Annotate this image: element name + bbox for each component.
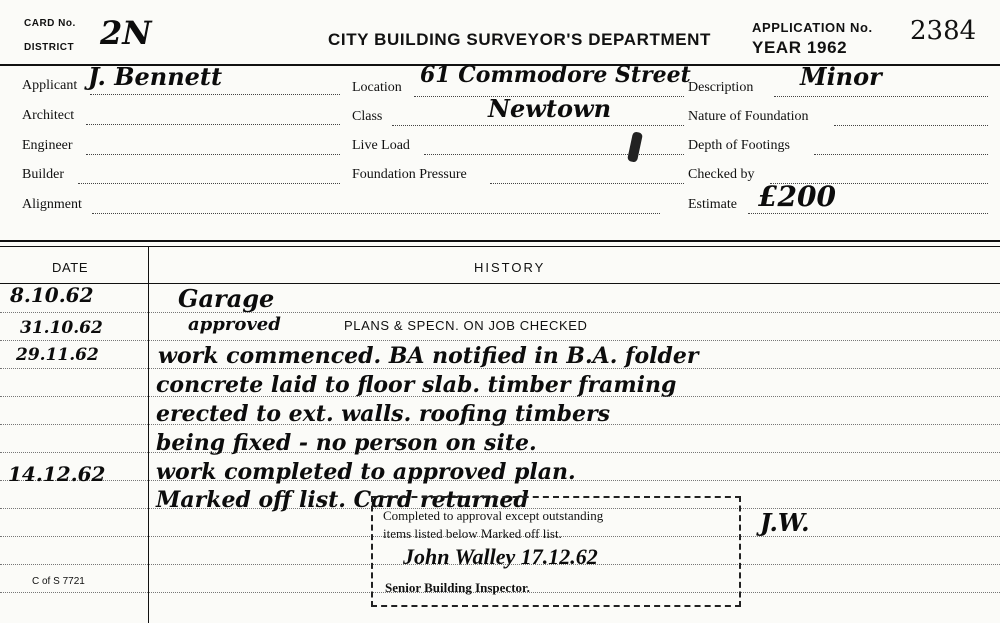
history-rule	[0, 340, 1000, 341]
live-load-label: Live Load	[352, 138, 410, 153]
architect-label: Architect	[22, 108, 75, 123]
history-entry: approved	[188, 314, 281, 335]
foundation-pressure-label: Foundation Pressure	[352, 167, 467, 182]
architect-line	[86, 124, 340, 125]
engineer-line	[86, 154, 340, 155]
card-no-value: 2N	[100, 14, 152, 52]
estimate-line	[748, 213, 988, 214]
description-line	[774, 96, 988, 97]
builder-label: Builder	[22, 167, 64, 182]
table-top-rule-1	[0, 240, 1000, 242]
foundation-pressure-line	[490, 183, 684, 184]
class-label: Class	[352, 109, 383, 124]
nature-of-foundation-label: Nature of Foundation	[688, 109, 809, 124]
history-entry: Garage	[178, 284, 275, 313]
history-entry: work commenced. BA notified in B.A. folder	[158, 343, 699, 369]
depth-line	[814, 154, 988, 155]
inspector-initials: J.W.	[760, 508, 810, 537]
estimate-label: Estimate	[688, 197, 737, 212]
history-date: 8.10.62	[10, 283, 94, 307]
history-date: 14.12.62	[8, 462, 106, 486]
class-line	[392, 125, 684, 126]
location-label: Location	[352, 80, 402, 95]
ink-blot	[627, 131, 643, 162]
history-entry: Marked off list. Card returned	[156, 487, 529, 513]
table-header-rule	[0, 283, 1000, 284]
application-no-value: 2384	[910, 16, 977, 46]
date-column-header: DATE	[52, 260, 89, 275]
stamp-signature: John Walley 17.12.62	[403, 544, 598, 569]
estimate-value: £200	[758, 180, 836, 213]
live-load-line	[424, 154, 684, 155]
table-top-rule-2	[0, 246, 1000, 247]
applicant-label: Applicant	[22, 78, 78, 93]
depth-of-footings-label: Depth of Footings	[688, 138, 790, 153]
history-stamp-text: PLANS & SPECN. ON JOB CHECKED	[344, 318, 588, 333]
checked-by-label: Checked by	[688, 167, 755, 182]
applicant-value: J. Bennett	[88, 62, 223, 91]
nature-line	[834, 125, 988, 126]
alignment-line	[92, 213, 660, 214]
history-entry: being fixed - no person on site.	[156, 430, 537, 456]
card-no-label: CARD No.	[24, 18, 76, 29]
form-code: C of S 7721	[32, 576, 85, 587]
department-title: CITY BUILDING SURVEYOR'S DEPARTMENT	[328, 30, 712, 49]
inspection-stamp	[371, 496, 741, 607]
stamp-line-2: items listed below Marked off list.	[383, 526, 562, 541]
history-entry: work completed to approved plan.	[156, 459, 576, 485]
description-value: Minor	[800, 62, 882, 91]
application-no-label: APPLICATION No.	[752, 20, 873, 35]
history-entry: erected to ext. walls. roofing timbers	[156, 401, 611, 427]
history-date: 31.10.62	[20, 318, 103, 338]
stamp-line-3: Senior Building Inspector.	[385, 580, 530, 595]
history-entry: concrete laid to floor slab. timber framing	[156, 372, 677, 398]
alignment-label: Alignment	[22, 197, 82, 212]
class-value: Newtown	[488, 94, 612, 123]
history-rule	[0, 312, 1000, 313]
location-value: 61 Commodore Street	[420, 62, 691, 88]
description-label: Description	[688, 80, 754, 95]
history-column-header: HISTORY	[474, 260, 546, 275]
builder-line	[78, 183, 340, 184]
applicant-line	[90, 94, 340, 95]
stamp-line-1: Completed to approval except outstanding	[383, 508, 604, 523]
engineer-label: Engineer	[22, 138, 73, 153]
history-date: 29.11.62	[16, 345, 99, 365]
date-column-divider	[148, 246, 149, 623]
year-label: YEAR 1962	[752, 38, 848, 57]
district-label: DISTRICT	[24, 42, 75, 53]
